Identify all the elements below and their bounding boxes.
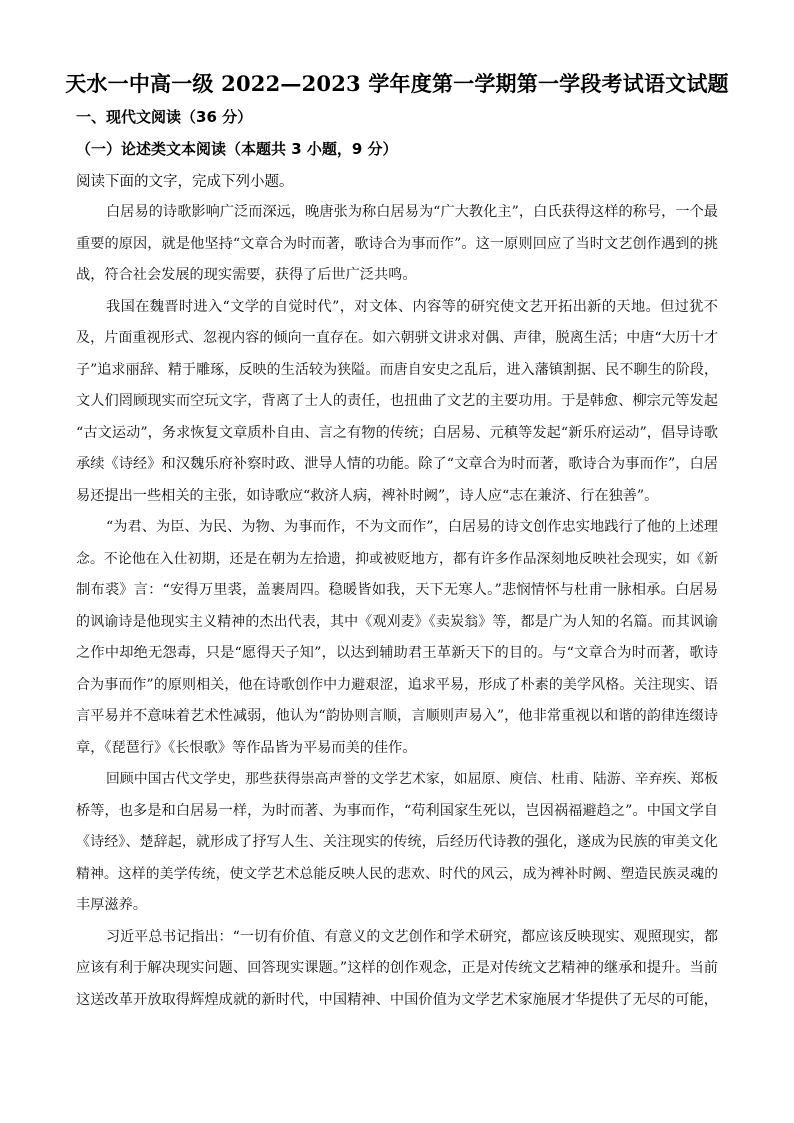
passage-line: 言平易并不意味着艺术性减弱，他认为“韵协则言顺，言顺则声易入”，他非常重视以和谐的韵律连缀诗 [76,708,718,724]
passage-line: “为君、为臣、为民、为物、为事而作，不为文而作”，白居易的诗文创作忠实地践行了他的上述理 [106,519,718,535]
passage-line: 子”追求丽辞、精于雕琢，反映的生活较为狭隘。而唐自安史之乱后，进入藩镇割据、民不聊生的阶段， [76,361,718,378]
passage-line: 战，符合社会发展的现实需要，获得了后世广泛共鸣。 [76,267,417,283]
passage-line: 合为事而作”的原则相关，他在诗歌创作中力避艰涩，追求平易，形成了朴素的美学风格。关注现实、语 [76,676,718,693]
passage-line: 章，《琵琶行》《长恨歌》等作品皆为平易而美的佳作。 [76,739,417,756]
passage-line: 重要的原因，就是他坚持“文章合为时而著，歌诗合为事而作”。这一原则回应了当时文艺创作遇到的挑 [76,235,718,252]
reading-passage [76,197,718,1016]
passage-line: 回顾中国古代文学史，那些获得崇高声誉的文学艺术家，如屈原、庾信、杜甫、陆游、辛弃疾、郑板 [106,771,718,787]
passage-line: 桥等，也多是和白居易一样，为时而著、为事而作，“苟利国家生死以，岂因祸福避趋之”。中国文学自 [76,802,718,819]
passage-line: 的讽谕诗是他现实主义精神的杰出代表，其中《观刈麦》《卖炭翁》等，都是广为人知的名篇。而其讽谕 [76,613,718,630]
passage-line: 我国在魏晋时进入“文学的自觉时代”，对文体、内容等的研究使文艺开拓出新的天地。但过犹不 [106,298,718,315]
passage-line: 文人们罔顾现实而空玩文字，背离了士人的责任，也扭曲了文艺的主要功用。于是韩愈、柳宗元等发起 [76,393,718,409]
passage-line: “古文运动”，务求恢复文章质朴自由、言之有物的传统；白居易、元稹等发起“新乐府运动”，倡导诗歌 [76,424,718,441]
passage-line: 白居易的诗歌影响广泛而深远，晚唐张为称白居易为“广大教化主”，白氏获得这样的称号，一个最 [106,204,718,220]
subsection-heading: （一）论述类文本阅读（本题共 3 小题，9 分） [76,140,398,158]
reading-instruction: 阅读下面的文字，完成下列小题。 [76,174,294,190]
passage-line: 制布裘》言：“安得万里裘，盖裹周四。稳暖皆如我，天下无寒人。”悲悯情怀与杜甫一脉相承。白居易 [76,582,718,598]
section-heading: 一、现代文阅读（36 分） [76,108,253,126]
passage-line: 易还提出一些相关的主张，如诗歌应“救济人病，裨补时阙”，诗人应“志在兼济、行在独善”。 [76,487,659,504]
passage-line: 习近平总书记指出：“一切有价值、有意义的文艺创作和学术研究，都应该反映现实、观照现实，都 [106,928,718,945]
passage-line: 及，片面重视形式、忽视内容的倾向一直存在。如六朝骈文讲求对偶、声律，脱离生活；中唐“大历十才 [76,330,718,346]
passage-line: 念。不论他在入仕初期，还是在朝为左拾遗，抑或被贬地方，都有许多作品深刻地反映社会现实，如《新 [76,550,718,567]
exam-title: 天水一中高一级 2022—2023 学年度第一学期第一学段考试语文试题 [65,71,729,96]
passage-line: 应该有利于解决现实问题、回答现实课题。”这样的创作观念，正是对传统文艺精神的继承和提升。当前 [76,960,718,976]
passage-line: 之作中却绝无怨毒，只是“愿得天子知”，以达到辅助君王革新天下的目的。与“文章合为时而著，歌诗 [76,645,718,661]
passage-line: 这送改革开放取得辉煌成就的新时代，中国精神、中国价值为文学艺术家施展才华提供了无尽的可能， [76,991,718,1008]
passage-line: 丰厚滋养。 [76,897,147,913]
passage-line: 承续《诗经》和汉魏乐府补察时政、泄导人情的功能。除了“文章合为时而著，歌诗合为事而作”，白居 [76,456,718,472]
passage-line: 精神。这样的美学传统，使文学艺术总能反映人民的悲欢、时代的风云，成为裨补时阙、塑造民族灵魂的 [76,865,718,882]
passage-line: 《诗经》、楚辞起，就形成了抒写人生、关注现实的传统，后经历代诗教的强化，遂成为民族的审美文化 [76,834,718,850]
